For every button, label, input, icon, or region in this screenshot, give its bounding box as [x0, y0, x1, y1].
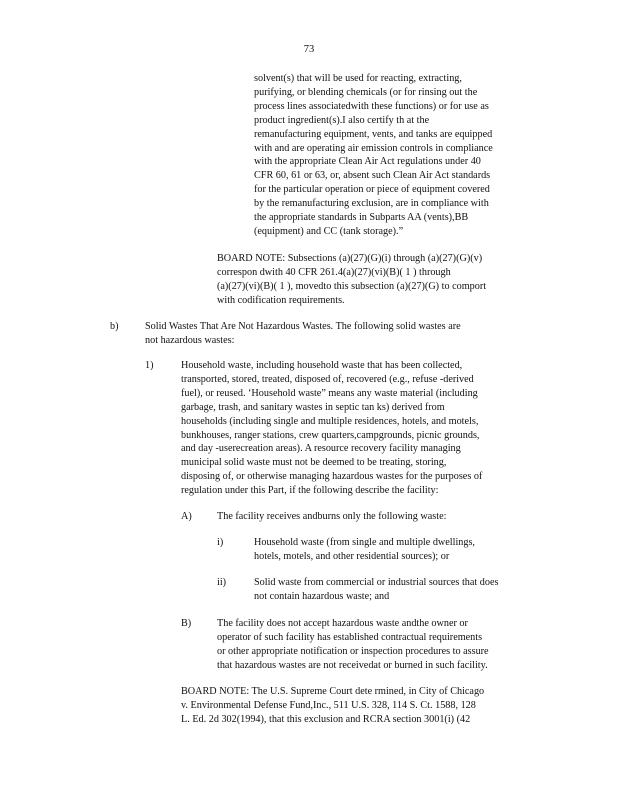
text-line: with and are operating air emission controls in compliance: [254, 142, 493, 154]
certification-text: [254, 72, 532, 239]
item-b-label: B): [181, 618, 192, 629]
text-line: not hazardous wastes:: [145, 334, 235, 346]
text-line: process lines associatedwith these functions) or for use as: [254, 100, 489, 112]
text-line: by the remanufacturing exclusion, are in compliance with: [254, 198, 489, 210]
text-line: Household waste (from single and multiple dwellings,: [254, 537, 475, 548]
text-line: correspon dwith 40 CFR 261.4(a)(27)(vi)(B)( 1 ) through: [217, 266, 451, 278]
item-i-text: [254, 536, 510, 564]
text-line: the appropriate standards in Subparts AA (vents),BB: [254, 212, 469, 224]
text-line: BOARD NOTE: Subsections (a)(27)(G)(i) through (a)(27)(G)(v): [217, 253, 483, 264]
text-line: (a)(27)(vi)(B)( 1 ), movedto this subsection (a)(27)(G) to comport: [217, 280, 487, 292]
text-line: not contain hazardous waste; and: [254, 590, 390, 602]
text-line: operator of such facility has established contractual requirements: [217, 631, 483, 643]
board-note-1: [217, 252, 522, 308]
text-line: The facility receives andburns only the following waste:: [217, 511, 447, 522]
text-line: disposing of, or otherwise managing hazardous wastes for the purposes of: [181, 471, 483, 483]
item-1-label: 1): [145, 360, 154, 371]
text-line: hotels, motels, and other residential sources); or: [254, 550, 450, 562]
text-line: v. Environmental Defense Fund,Inc., 511 U.S. 328, 114 S. Ct. 1588, 128: [181, 699, 476, 711]
item-1-text: [181, 359, 536, 498]
text-line: with codification requirements.: [217, 294, 345, 306]
text-line: BOARD NOTE: The U.S. Supreme Court dete rmined, in City of Chicago: [181, 686, 485, 697]
text-line: solvent(s) that will be used for reacting, extracting,: [254, 73, 462, 84]
text-line: product ingredient(s).I also certify th at the: [254, 114, 430, 126]
item-a-text: [217, 510, 537, 524]
text-line: bunkhouses, ranger stations, crew quarters,campgrounds, picnic grounds,: [181, 429, 480, 441]
text-line: remanufacturing equipment, vents, and tanks are equipped: [254, 128, 493, 140]
text-line: for the particular operation or piece of equipment covered: [254, 184, 490, 196]
text-line: Household waste, including household waste that has been collected,: [181, 360, 463, 371]
text-line: (equipment) and CC (tank storage).”: [254, 225, 404, 237]
text-line: garbage, trash, and sanitary wastes in septic tan ks) derived from: [181, 401, 445, 413]
text-line: and day -userecreation areas). A resource recovery facility managing: [181, 443, 461, 455]
section-b-label: b): [110, 321, 119, 332]
item-a-label: A): [181, 511, 192, 522]
text-line: with the appropriate Clean Air Act regulations under 40: [254, 156, 481, 168]
text-line: municipal solid waste must not be deemed to be treating, storing,: [181, 457, 447, 469]
board-note-2: [181, 685, 535, 727]
item-i-label: i): [217, 537, 224, 548]
page-number: 73: [303, 44, 315, 55]
text-line: The facility does not accept hazardous waste andthe owner or: [217, 618, 468, 629]
item-b-text: [217, 617, 535, 673]
text-line: that hazardous wastes are not receivedat or burned in such facility.: [217, 659, 488, 671]
text-line: fuel), or reused. ‘Household waste” means any waste material (including: [181, 387, 478, 399]
text-line: CFR 60, 61 or 63, or, absent such Clean Air Act standards: [254, 170, 491, 182]
text-line: Solid Wastes That Are Not Hazardous Wastes. The following solid wastes are: [145, 321, 461, 332]
text-line: households (including single and multiple residences, hotels, and motels,: [181, 415, 479, 427]
text-line: transported, stored, treated, disposed of, recovered (e.g., refuse -derived: [181, 373, 474, 385]
text-line: regulation under this Part, if the following describe the facility:: [181, 485, 439, 497]
section-b-text: [145, 320, 517, 348]
item-ii-label: ii): [217, 577, 227, 588]
text-line: L. Ed. 2d 302(1994), that this exclusion and RCRA section 3001(i) (42: [181, 713, 471, 725]
text-line: Solid waste from commercial or industrial sources that does: [254, 577, 499, 588]
text-line: or other appropriate notification or inspection procedures to assure: [217, 645, 489, 657]
text-line: purifying, or blending chemicals (or for rinsing out the: [254, 86, 478, 98]
item-ii-text: [254, 576, 542, 604]
